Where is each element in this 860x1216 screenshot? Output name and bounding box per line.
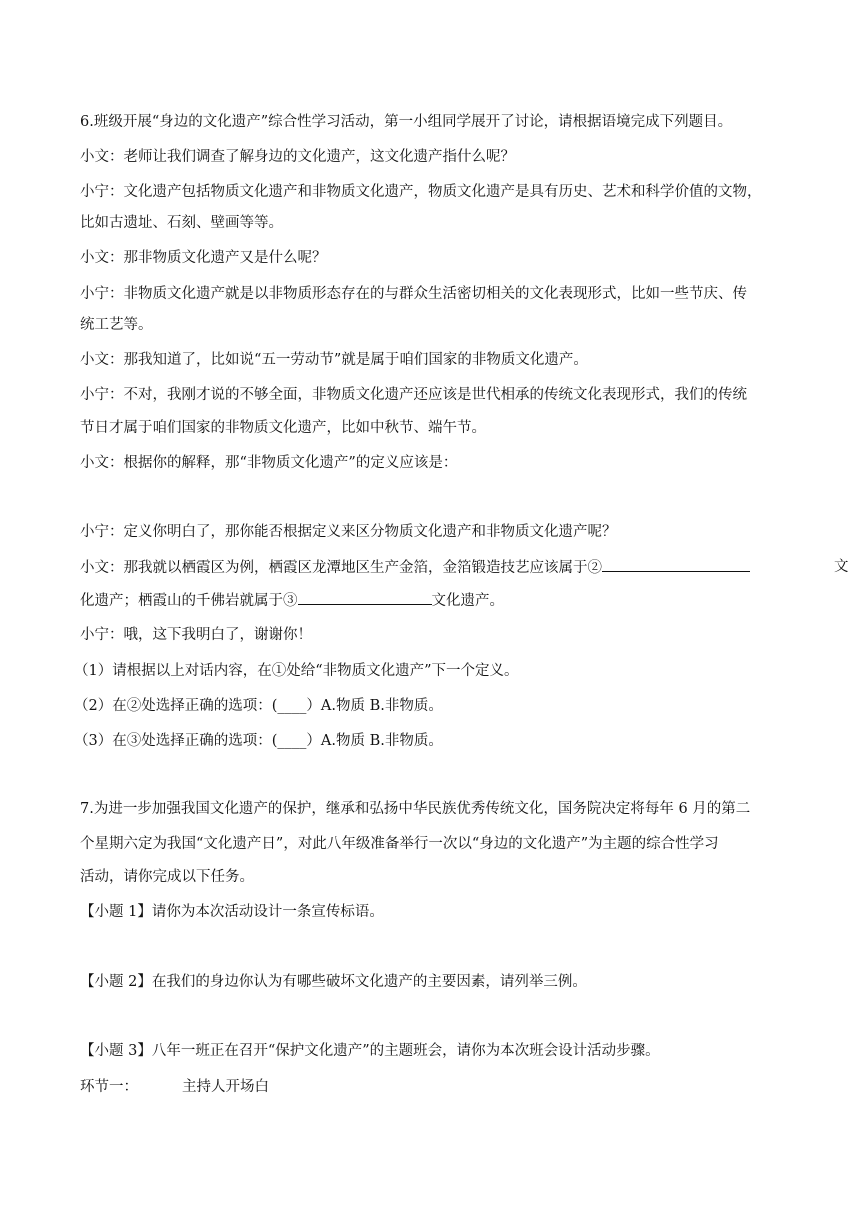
dialogue-line: 小宁：文化遗产包括物质文化遗产和非物质文化遗产，物质文化遗产是具有历史、艺术和科学价值的文物， [80,184,762,200]
q6-intro: 6.班级开展“身边的文化遗产”综合性学习活动，第一小组同学展开了讨论，请根据语境完成下列题目。 [80,114,733,130]
dialogue-line: 小宁：不对，我刚才说的不够全面，非物质文化遗产还应该是世代相承的传统文化表现形式，我们的传统 [80,387,747,403]
dialogue-line: 小文：根据你的解释，那“非物质文化遗产”的定义应该是： [80,455,458,471]
dialogue-line: 小文：老师让我们调查了解身边的文化遗产，这文化遗产指什么呢？ [80,149,515,165]
dialogue-line: 小文：那我知道了，比如说“五一劳动节”就是属于咱们国家的非物质文化遗产。 [80,352,588,368]
step-text: 主持人开场白 [182,1079,269,1095]
dialogue-text: 化遗产；栖霞山的千佛岩就属于③ [80,593,298,609]
dialogue-line-with-blank [80,590,504,611]
dialogue-line: 统工艺等。 [80,317,153,333]
dialogue-text: 文化遗产。 [431,593,504,609]
task-1: 【小题 1】请你为本次活动设计一条宣传标语。 [80,904,384,920]
q7-intro: 个星期六定为我国“文化遗产日”，对此八年级准备举行一次以“身边的文化遗产”为主题的综合性学习 [80,836,719,852]
dialogue-line: 节日才属于咱们国家的非物质文化遗产，比如中秋节、端午节。 [80,420,486,436]
task-3: 【小题 3】八年一班正在召开“保护文化遗产”的主题班会，请你为本次班会设计活动步骤。 [80,1043,660,1059]
step-label: 环节一： [80,1079,138,1095]
dialogue-line: 小宁：定义你明白了，那你能否根据定义来区分物质文化遗产和非物质文化遗产呢？ [80,524,617,540]
activity-step [80,1077,269,1097]
task-2: 【小题 2】在我们的身边你认为有哪些破坏文化遗产的主要因素，请列举三例。 [80,974,587,990]
answer-blank-2[interactable] [602,557,750,572]
dialogue-line: 小文：那非物质文化遗产又是什么呢？ [80,250,327,266]
dialogue-text: 文 [834,559,849,575]
q7-intro: 7.为进一步加强我国文化遗产的保护，继承和弘扬中华民族优秀传统文化，国务院决定将每年 6 月的第二 [80,801,751,817]
q7-intro: 活动，请你完成以下任务。 [80,869,254,885]
dialogue-line: 小宁：哦，这下我明白了，谢谢你！ [80,627,312,643]
dialogue-line-with-blank [80,557,849,578]
dialogue-text: 小文：那我就以栖霞区为例，栖霞区龙潭地区生产金箔，金箔锻造技艺应该属于② [80,560,602,576]
answer-blank-3[interactable] [298,590,432,605]
sub-question-3: （3）在③处选择正确的选项：(____）A.物质 B.非物质。 [74,733,443,749]
dialogue-line: 小宁：非物质文化遗产就是以非物质形态存在的与群众生活密切相关的文化表现形式，比如一些节庆、传 [80,286,747,302]
sub-question-2: （2）在②处选择正确的选项：(____）A.物质 B.非物质。 [74,698,443,714]
dialogue-line: 比如古遗址、石刻、壁画等等。 [80,215,283,231]
sub-question-1: （1）请根据以上对话内容，在①处给“非物质文化遗产”下一个定义。 [74,663,519,679]
